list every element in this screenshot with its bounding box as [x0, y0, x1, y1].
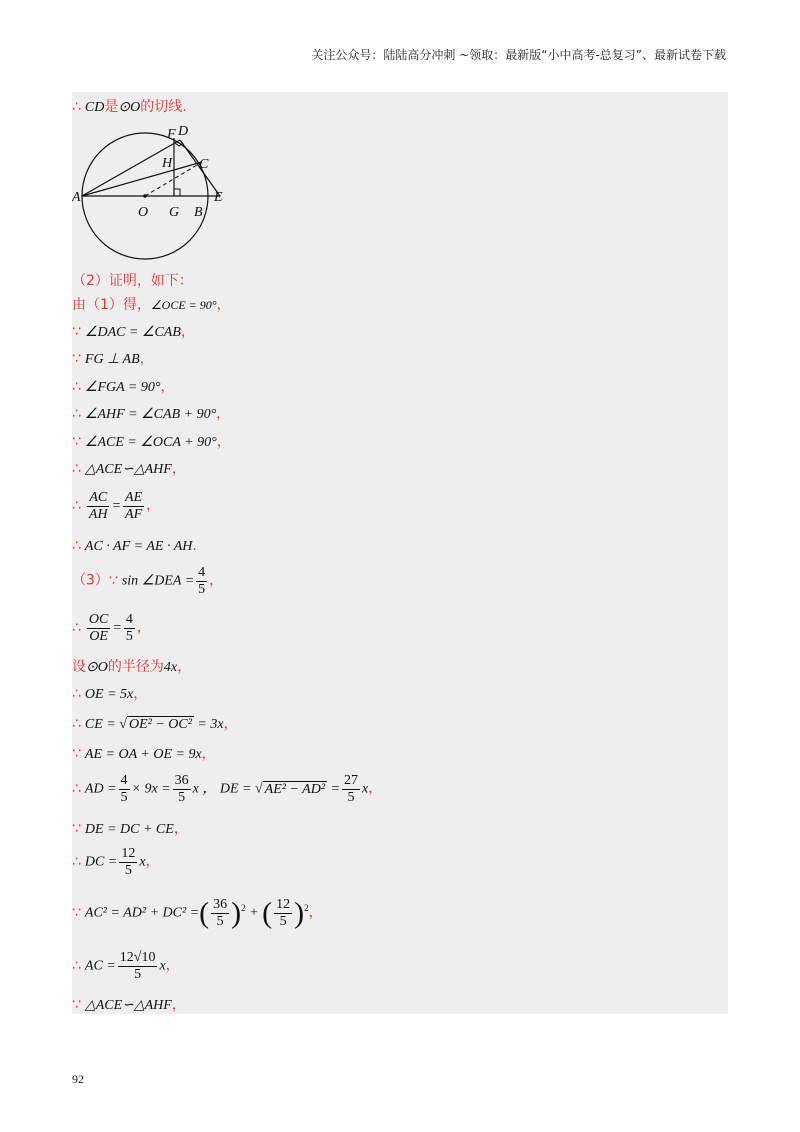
therefore-symbol: ∴ — [72, 99, 81, 115]
geometry-diagram — [72, 122, 242, 262]
line-15: ∴ OE = 5x， — [72, 686, 148, 702]
part2-heading: （2）证明，如下： — [72, 273, 193, 289]
line-11: ∴ AC · AF = AE · AH. — [72, 538, 197, 554]
fraction-ac-ah: $\frac{AC}{AH}$ — [88, 490, 108, 522]
line-tangent: ∴ CD是⊙O的切线. — [72, 99, 187, 115]
center-point-o — [143, 194, 147, 198]
line-7: ∴ ∠AHF = ∠CAB + 90°， — [72, 406, 231, 422]
line-20: ∴ DC = $\frac{12}{5}$ x， — [72, 846, 160, 878]
label-f: F — [167, 127, 176, 142]
label-h: H — [162, 156, 173, 171]
line-10: ∴ $\frac{AC}{AH}$ = $\frac{AE}{AF}$ ， — [72, 490, 161, 522]
label-c: C — [199, 157, 209, 172]
line-8: ∵ ∠ACE = ∠OCA + 90°， — [72, 434, 231, 450]
label-e: E — [214, 190, 223, 205]
page-header: 关注公众号：陆陆高分冲刺 ~领取：最新版“小中高考-总复习”、最新试卷下载 — [311, 48, 726, 62]
fraction-4-5: $\frac{4}{5}$ — [198, 565, 206, 597]
right-angle-g — [174, 189, 180, 196]
line-23: ∵ △ACE∽△AHF， — [72, 997, 186, 1013]
fraction-4-5b: $\frac{4}{5}$ — [125, 612, 133, 644]
line-12: （3）∵ sin ∠DEA = $\frac{4}{5}$ ， — [72, 565, 224, 597]
line-4: ∵ ∠DAC = ∠CAB， — [72, 324, 195, 340]
fraction-ae-af: $\frac{AE}{AF}$ — [125, 490, 143, 522]
line-9: ∴ △ACE∽△AHF， — [72, 461, 186, 477]
line-22: ∴ AC = $\frac{12√10}{5}$ x， — [72, 950, 180, 982]
line-18: ∴ AD = $\frac{4}{5}$ × 9x = $\frac{36}{5}$ x ， DE = √ AE² − AD² = $\frac{27}{5}$ x， — [72, 773, 383, 805]
line-3: 由（1）得，∠OCE = 90°， — [72, 297, 231, 313]
line-16: ∴ CE = √ OE² − OC² = 3x， — [72, 716, 238, 732]
line-5: ∵ FG ⊥ AB， — [72, 351, 154, 367]
line-6: ∴ ∠FGA = 90°， — [72, 379, 175, 395]
line-17: ∵ AE = OA + OE = 9x， — [72, 746, 216, 762]
label-d: D — [178, 124, 189, 139]
label-g: G — [169, 205, 180, 220]
page-number: 92 — [72, 1072, 84, 1086]
solution-content — [72, 92, 728, 1014]
line-ac — [82, 162, 202, 196]
label-o: O — [138, 205, 149, 220]
line-21: ∵ AC² = AD² + DC² =( $\frac{36}{5}$ )$^2$ + ( $\frac{12}{5}$ )$^2$， — [72, 896, 323, 930]
line-14: 设⊙O的半径为4x， — [72, 659, 192, 675]
line-19: ∵ DE = DC + CE， — [72, 821, 188, 837]
line-13: ∴ $\frac{OC}{OE}$ = $\frac{4}{5}$ ， — [72, 612, 151, 644]
fraction-oc-oe: $\frac{OC}{OE}$ — [88, 612, 109, 644]
label-b: B — [194, 205, 203, 220]
label-a: A — [72, 190, 81, 205]
